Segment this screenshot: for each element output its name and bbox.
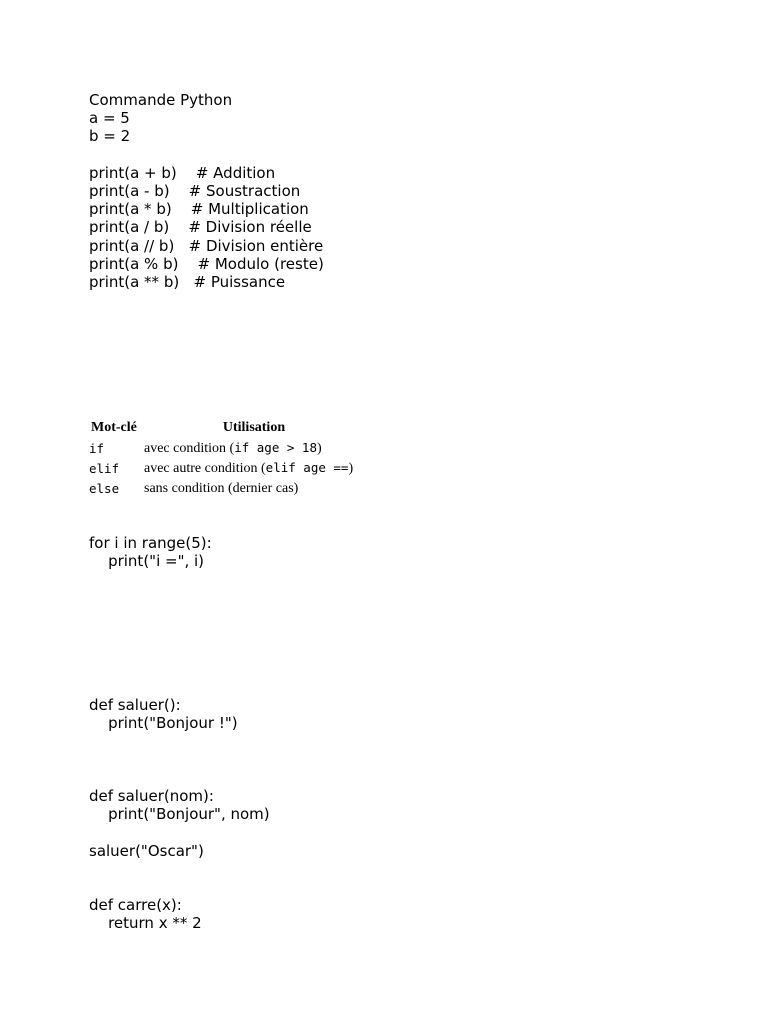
code-line: print(a * b) # Multiplication (89, 200, 309, 219)
usage-code: elif age == (265, 459, 349, 475)
keyword-cell: if (89, 440, 105, 456)
code-line: print(a // b) # Division entière (89, 236, 324, 255)
usage-text-end: ) (316, 440, 322, 456)
table-row (89, 478, 364, 498)
function-saluer-code-block (89, 696, 238, 732)
code-line: def carre(x): (89, 896, 182, 914)
code-line: def saluer(nom): (89, 787, 214, 805)
code-line: a = 5 (89, 109, 130, 128)
code-line: b = 2 (89, 127, 131, 146)
usage-cell (144, 438, 364, 458)
code-line: print(a ** b) # Puissance (89, 272, 286, 291)
function-carre-code-block (89, 896, 202, 932)
keyword-cell: else (89, 480, 120, 496)
code-line: print("Bonjour", nom) (89, 805, 270, 824)
function-saluer-nom-code-block (89, 787, 270, 860)
operators-code-block (89, 91, 324, 291)
code-line: for i in range(5): (89, 534, 212, 552)
usage-text: avec condition ( (144, 440, 235, 456)
usage-text: avec autre condition ( (144, 460, 266, 476)
usage-text-end: ) (348, 460, 354, 476)
usage-cell (144, 478, 364, 498)
column-header-keyword: Mot-clé (91, 420, 137, 435)
keyword-cell: elif (89, 460, 120, 476)
table-header-row (89, 418, 364, 438)
code-line: saluer("Oscar") (89, 841, 204, 860)
code-line: print("i =", i) (89, 552, 205, 571)
code-line: print(a % b) # Modulo (reste) (89, 254, 324, 273)
usage-text: sans condition (dernier cas) (144, 480, 299, 496)
code-line: print(a + b) # Addition (89, 163, 276, 182)
usage-code: if age > 18 (234, 439, 317, 455)
blank-line (89, 823, 270, 841)
table-row (89, 438, 364, 458)
column-header-usage: Utilisation (222, 420, 286, 435)
usage-cell (144, 458, 364, 478)
code-line: print(a - b) # Soustraction (89, 181, 301, 200)
keywords-table (89, 418, 364, 498)
for-loop-code-block (89, 534, 212, 570)
code-line: def saluer(): (89, 696, 181, 714)
table-row (89, 458, 364, 478)
code-line: return x ** 2 (89, 914, 202, 933)
code-line: print(a / b) # Division réelle (89, 218, 312, 237)
code-line: Commande Python (89, 91, 233, 109)
code-line: print("Bonjour !") (89, 714, 238, 733)
blank-line (89, 146, 324, 164)
